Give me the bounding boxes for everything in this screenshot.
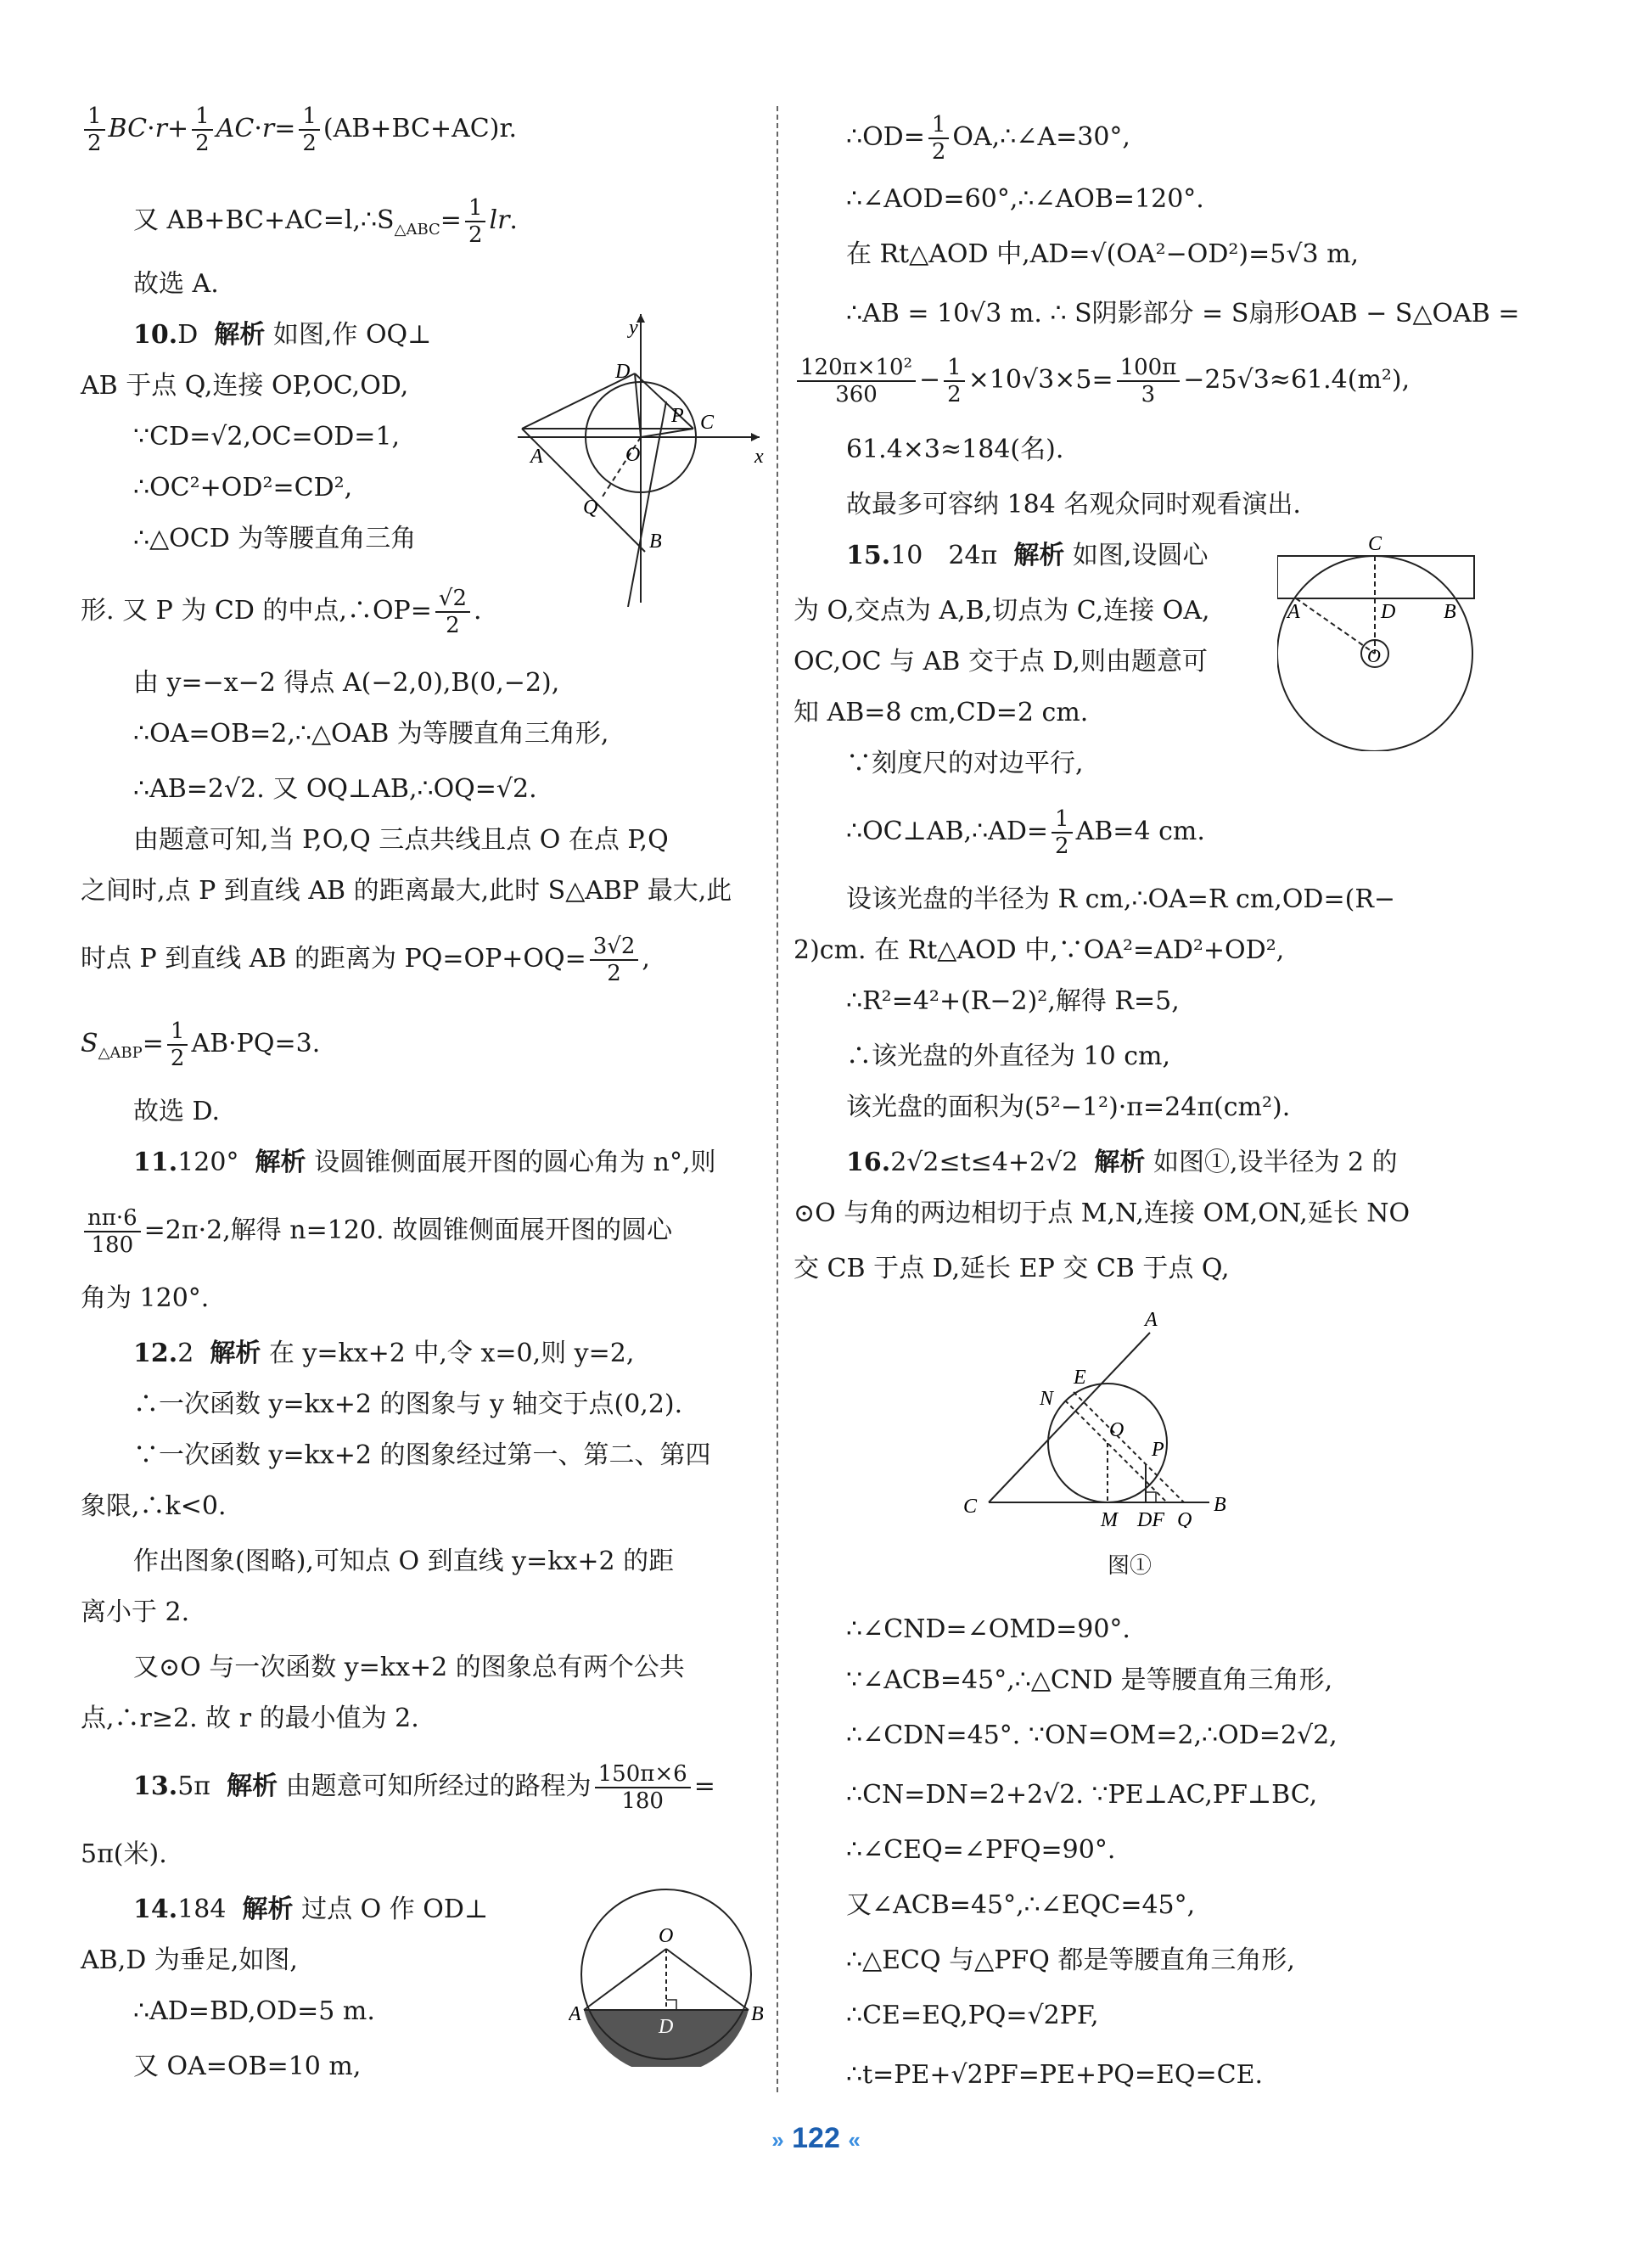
q15-line: OC,OC 与 AB 交于点 D,则由题意可 [794, 647, 1208, 676]
double-arrow-right-icon: » [771, 2127, 784, 2153]
label-d: D [659, 2016, 674, 2038]
label-o: O [659, 1925, 674, 1947]
q10-line: 由 y=−x−2 得点 A(−2,0),B(0,−2), [133, 668, 560, 698]
fraction: $\frac{1}{2}$ [192, 104, 213, 156]
line-area-formula: 又 $AB+BC+AC=l,\therefore S_{\triangle ABC}=$ $\frac{1}{2}$ lr. [133, 195, 518, 248]
label-df: DF [1137, 1509, 1164, 1528]
q12-line: 离小于 2. [81, 1597, 190, 1627]
fraction: $\frac{\text{120π×10²}}{360}$ [797, 355, 916, 407]
fraction: $\frac{1}{2}$ [84, 104, 105, 156]
q14-line: 又 OA=OB=10 m, [133, 2052, 362, 2081]
q15-line: ∴OC⊥AB,∴AD= $\frac{1}{2}$ AB=4 cm. [846, 806, 1205, 859]
q14-line: ∴AB = 10√3 m. ∴ S阴影部分 = S扇形OAB − S△OAB = [846, 299, 1520, 328]
label-a: A [569, 2003, 581, 2025]
fraction: $\frac{n\pi\cdot 6}{180}$ [84, 1205, 141, 1258]
label-c: C [1368, 535, 1382, 555]
q10-line: 时点 P 到直线 AB 的距离为 PQ=OP+OQ= $\frac{3√2}{2}$ , [81, 934, 650, 986]
label-n: N [1040, 1388, 1054, 1410]
q10-line: ∴△OCD 为等腰直角三角 [133, 524, 417, 553]
q10-line: 形. 又 P 为 CD 的中点,∴OP= $\frac{√2}{2}$ . [81, 586, 482, 638]
figure-q14 [569, 1884, 764, 2067]
q10-line: AB 于点 Q,连接 OP,OC,OD, [81, 371, 409, 401]
q14-line: ∴OD= $\frac{1}{2}$ OA,∴∠A=30°, [846, 112, 1130, 165]
q16-line: ∴CE=EQ,PQ=√2PF, [846, 2001, 1099, 2030]
q12-line: ∴一次函数 y=kx+2 的图象与 y 轴交于点(0,2). [133, 1389, 683, 1419]
figure-q16 [955, 1299, 1243, 1528]
q10-line: ∴OC²+OD²=CD², [133, 473, 353, 502]
q16-line: ∴∠CND=∠OMD=90°. [846, 1614, 1130, 1644]
label-a: A [1287, 601, 1300, 623]
line-formula-r: $\frac{1}{2}$ BC·r+ $\frac{1}{2}$ AC·r= $\frac{1}{2}$ (AB+BC+AC)r. [81, 104, 517, 156]
label-a: A [1145, 1309, 1158, 1331]
q15-line: 该光盘的面积为(5²−1²)·π=24π(cm²). [846, 1092, 1291, 1122]
fraction: $\frac{1}{2}$ [299, 104, 320, 156]
label-y: y [629, 317, 638, 339]
label-d: D [615, 361, 631, 383]
q16-line: ∴△ECQ 与△PFQ 都是等腰直角三角形, [846, 1945, 1295, 1975]
q11-line: 角为 120°. [81, 1283, 210, 1313]
answer-a: 故选 A. [133, 269, 219, 299]
q14-header: 14.184 解析 过点 O 作 OD⊥ [133, 1895, 489, 1924]
double-arrow-left-icon: « [848, 2127, 861, 2153]
q16-line: ∴∠CDN=45°. ∵ON=OM=2,∴OD=2√2, [846, 1721, 1338, 1750]
q14-conclusion: 故最多可容纳 184 名观众同时观看演出. [846, 490, 1301, 519]
q16-line: ∵∠ACB=45°,∴△CND 是等腰直角三角形, [846, 1665, 1333, 1695]
fraction: $\frac{1}{2}$ [944, 355, 965, 407]
q10-line: ∵CD=√2,OC=OD=1, [133, 422, 401, 452]
q11-line: $\frac{n\pi\cdot 6}{180}$ =2π·2,解得 n=120. 故圆锥侧面展开图的圆心 [81, 1205, 672, 1258]
q14-line: 61.4×3≈184(名). [846, 435, 1064, 464]
q15-line: 为 O,交点为 A,B,切点为 C,连接 OA, [794, 596, 1210, 626]
q16-line: ⊙O 与角的两边相切于点 M,N,连接 OM,ON,延长 NO [794, 1199, 1410, 1228]
label-p: P [1152, 1439, 1164, 1461]
label-c: C [700, 412, 715, 434]
label-a: A [530, 446, 543, 468]
q15-header: 15.10 24π 解析 如图,设圆心 [846, 541, 1209, 570]
figure-caption: 图① [1108, 1553, 1152, 1579]
q14-line: 在 Rt△AOD 中,AD=√(OA²−OD²)=5√3 m, [846, 239, 1360, 269]
q10-line: 由题意可知,当 P,O,Q 三点共线且点 O 在点 P,Q [133, 825, 669, 855]
fraction: $\frac{150\pi\times 6}{180}$ [595, 1761, 691, 1814]
label-e: E [1074, 1367, 1086, 1389]
label-b: B [1214, 1494, 1226, 1516]
page-number: » 122 « [771, 2122, 861, 2154]
q12-line: ∵一次函数 y=kx+2 的图象经过第一、第二、第四 [133, 1440, 711, 1470]
label-o: O [625, 444, 641, 466]
fraction: $\frac{100\pi}{3}$ [1117, 355, 1181, 407]
label-d: D [1381, 601, 1396, 623]
label-c: C [963, 1496, 978, 1518]
fraction: $\frac{1}{2}$ [1052, 806, 1073, 859]
fraction: $\frac{1}{2}$ [928, 112, 950, 165]
q16-line: ∴∠CEQ=∠PFQ=90°. [846, 1835, 1116, 1865]
label-x: x [754, 446, 764, 468]
q10-line: ∴OA=OB=2,∴△OAB 为等腰直角三角形, [133, 719, 609, 749]
label-o: O [1109, 1419, 1124, 1441]
fraction: $\frac{√2}{2}$ [435, 586, 470, 638]
q14-line: ∴AD=BD,OD=5 m. [133, 1996, 375, 2026]
q12-line: 又⊙O 与一次函数 y=kx+2 的图象总有两个公共 [133, 1653, 685, 1682]
label-q: Q [583, 497, 598, 519]
q13-header: 13.5π 解析 由题意可知所经过的路程为 $\frac{150\pi\times 6}{180}$ = [133, 1761, 715, 1814]
q15-line: ∵刻度尺的对边平行, [846, 749, 1084, 778]
q14-line: ∴∠AOD=60°,∴∠AOB=120°. [846, 184, 1204, 214]
q12-header: 12.2 解析 在 y=kx+2 中,令 x=0,则 y=2, [133, 1339, 635, 1368]
q14-line: AB,D 为垂足,如图, [81, 1945, 298, 1975]
figure-q10 [513, 310, 768, 607]
label-b: B [649, 531, 662, 553]
q16-line: 又∠ACB=45°,∴∠EQC=45°, [846, 1890, 1196, 1920]
q10-line: $S_{\triangle ABP}=$ $\frac{1}{2}$ AB·PQ=3. [81, 1019, 321, 1071]
label-b: B [1444, 601, 1456, 623]
label-b: B [751, 2003, 764, 2025]
label-q: Q [1177, 1509, 1192, 1528]
q16-header: 16.2√2≤t≤4+2√2 解析 如图①,设半径为 2 的 [846, 1148, 1398, 1177]
q15-line: ∴R²=4²+(R−2)²,解得 R=5, [846, 986, 1180, 1016]
q14-line: $\frac{\text{120π×10²}}{360}$ − $\frac{1}{2}$ ×10√3×5= $\frac{100\pi}{3}$ −25√3≈61.4(m²), [794, 355, 1410, 407]
fraction: $\frac{1}{2}$ [465, 195, 486, 248]
fraction: $\frac{1}{2}$ [167, 1019, 188, 1071]
q10-line: 之间时,点 P 到直线 AB 的距离最大,此时 S△ABP 最大,此 [81, 876, 732, 906]
q10-header: 10.D 解析 如图,作 OQ⊥ [133, 320, 432, 350]
q16-line: 交 CB 于点 D,延长 EP 交 CB 于点 Q, [794, 1254, 1230, 1283]
q15-line: 知 AB=8 cm,CD=2 cm. [794, 698, 1089, 727]
q11-header: 11.120° 解析 设圆锥侧面展开图的圆心角为 n°,则 [133, 1148, 716, 1177]
q15-line: 设该光盘的半径为 R cm,∴OA=R cm,OD=(R− [846, 884, 1396, 914]
q10-line: ∴AB=2√2. 又 OQ⊥AB,∴OQ=√2. [133, 774, 537, 804]
column-divider [777, 106, 778, 2092]
q15-line: 2)cm. 在 Rt△AOD 中,∵OA²=AD²+OD², [794, 935, 1285, 965]
q16-line: ∴t=PE+√2PF=PE+PQ=EQ=CE. [846, 2060, 1264, 2090]
q15-line: ∴该光盘的外直径为 10 cm, [846, 1041, 1171, 1071]
label-m: M [1101, 1509, 1118, 1528]
q12-line: 点,∴r≥2. 故 r 的最小值为 2. [81, 1704, 419, 1733]
q12-line: 作出图象(图略),可知点 O 到直线 y=kx+2 的距 [133, 1547, 675, 1576]
q12-line: 象限,∴k<0. [81, 1491, 227, 1521]
figure-q15 [1277, 535, 1477, 751]
label-p: P [671, 405, 684, 427]
q13-line: 5π(米). [81, 1839, 167, 1869]
q16-line: ∴CN=DN=2+2√2. ∵PE⊥AC,PF⊥BC, [846, 1780, 1318, 1810]
fraction: $\frac{3√2}{2}$ [590, 934, 639, 986]
answer-d: 故选 D. [133, 1097, 221, 1126]
label-o: O [1367, 645, 1381, 666]
